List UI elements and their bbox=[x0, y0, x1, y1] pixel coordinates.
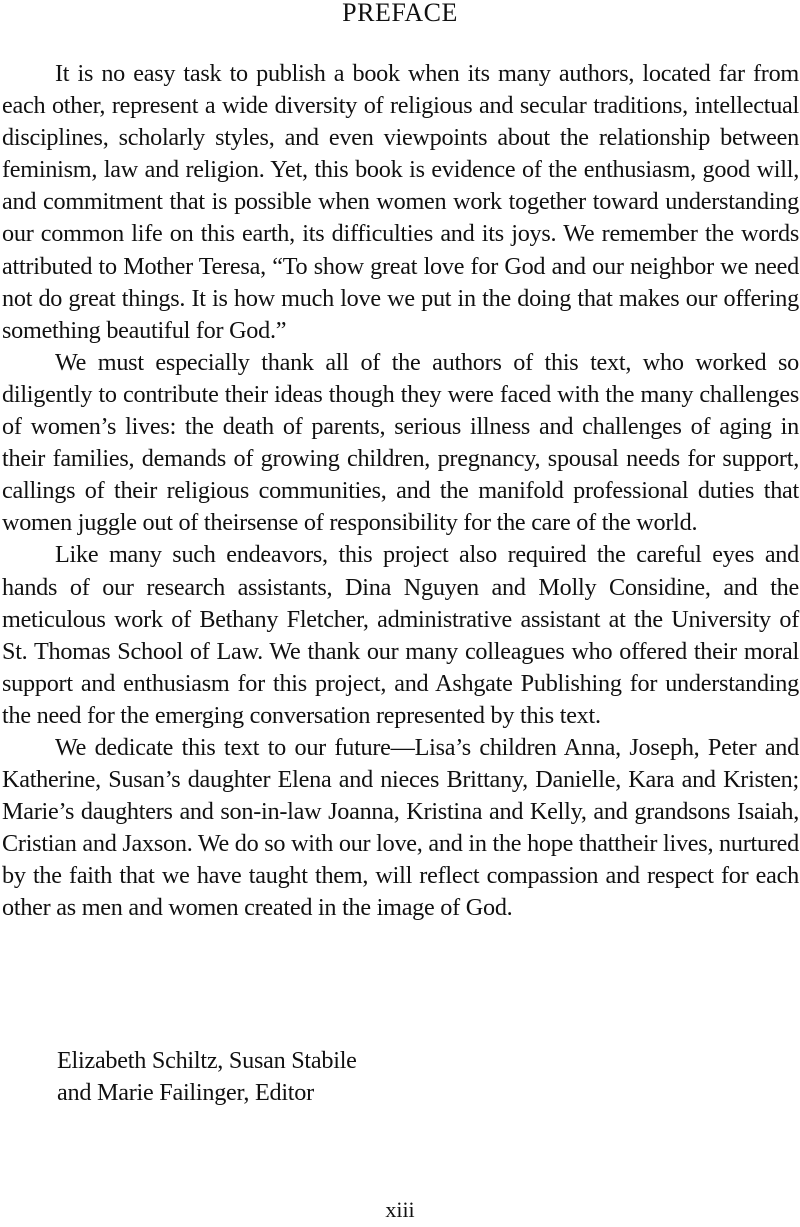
editors-signature bbox=[57, 1045, 357, 1109]
paragraph-intro: It is no easy task to publish a book when its many authors, located far from each other, represent a wide diversity of religious and secular traditions, intellectual disciplines, scholarly styles, and even viewpoints about the relationship between feminism, law and religion. Yet, this book is evidence of the enthusiasm, good will, and commitment that is possible when women work together toward understanding our common life on this earth, its difficulties and its joys. We remember the words attributed to Mother Teresa, “To show great love for God and our neighbor we need not do great things. It is how much love we put in the doing that makes our offering something beautiful for God.” bbox=[2, 60, 799, 344]
preface-body bbox=[2, 58, 799, 925]
page-title: PREFACE bbox=[342, 0, 458, 27]
paragraph-assistants-thanks: Like many such endeavors, this project also required the careful eyes and hands of our research assistants, Dina Nguyen and Molly Considine, and the meticulous work of Bethany Fletcher, administrative assistant at the University of St. Thomas School of Law. We thank our many colleagues who offered their moral support and enthusiasm for this project, and Ashgate Publishing for understanding the need for the emerging conversation represented by this text. bbox=[2, 541, 799, 729]
signature-line-1: Elizabeth Schiltz, Susan Stabile bbox=[57, 1047, 357, 1074]
paragraph-dedication: We dedicate this text to our future—Lisa’s children Anna, Joseph, Peter and Katherine, Susan’s daughter Elena and nieces Brittany, Danielle, Kara and Kristen; Marie’s daughters and son-in-law Joanna, Kristina and Kelly, and grandsons Isaiah, Cristian and Jaxson. We do so with our love, and in the hope thattheir lives, nurtured by the faith that we have taught them, will reflect compassion and respect for each other as men and women created in the image of God. bbox=[2, 733, 799, 922]
page-number: xiii bbox=[385, 1197, 415, 1222]
paragraph-authors-thanks: We must especially thank all of the authors of this text, who worked so diligently to contribute their ideas though they were faced with the many challenges of women’s lives: the death of parents, serious illness and challenges of aging in their families, demands of growing children, pregnancy, spousal needs for support, callings of their religious communities, and the manifold professional duties that women juggle out of theirsense of responsibility for the care of the world. bbox=[2, 348, 799, 537]
signature-line-2: and Marie Failinger, Editor bbox=[57, 1079, 314, 1106]
